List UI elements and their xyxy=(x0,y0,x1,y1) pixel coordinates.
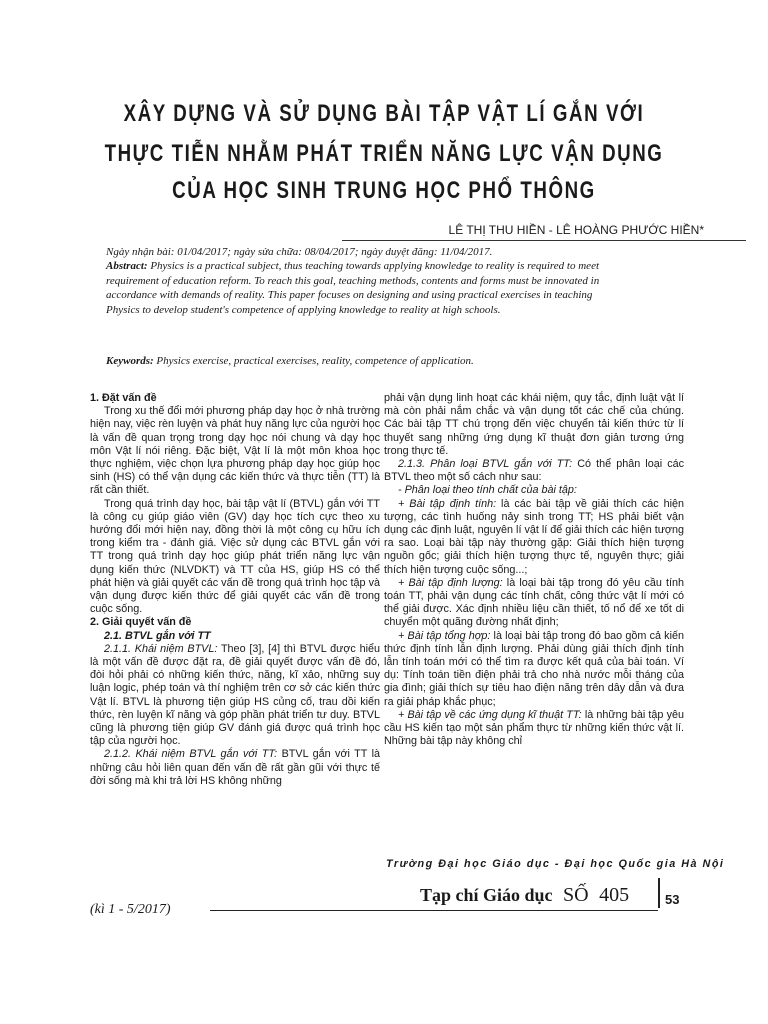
title-divider xyxy=(342,240,746,241)
section-heading-1: 1. Đặt vấn đề xyxy=(90,392,157,404)
author-institution-footnote: Trường Đại học Giáo dục - Đại học Quốc gia Hà Nội xyxy=(386,858,725,870)
paragraph xyxy=(90,643,380,749)
abstract-label: Abstract: xyxy=(106,260,148,272)
list-item xyxy=(384,498,684,577)
article-title-line-2: THỰC TIỄN NHẰM PHÁT TRIỂN NĂNG LỰC VẬN DỤNG xyxy=(104,140,664,167)
paragraph xyxy=(384,458,684,484)
keywords xyxy=(106,354,626,369)
issue-date: (kì 1 - 5/2017) xyxy=(90,902,171,917)
definition-label: 2.1.2. Khái niệm BTVL gắn với TT: xyxy=(104,748,278,761)
section-heading-2: 2. Giải quyết vấn đề xyxy=(90,616,192,629)
article-title-line-3: CỦA HỌC SINH TRUNG HỌC PHỔ THÔNG xyxy=(172,177,596,204)
page-number: 53 xyxy=(665,892,680,907)
paragraph: Trong quá trình dạy học, bài tập vật lí (BTVL) gắn với TT là công cụ giúp giáo viên (GV) dạy học tích cực theo xu hướng đổi mới hiện nay, đồng thời là một công cụ hữu ích trong kiểm tra - đánh giá. Việc sử dụng các BTVL gắn với TT trong quá trình dạy học giúp phát triển năng lực vận dụng kiến thức (NLVDKT) và TT của HS, giúp HS có thể phát hiện và giải quyết các vấn đề trong quá trình học tập và vận dụng được kiến thức để giải quyết các vấn đề trong cuộc sống. xyxy=(90,497,380,616)
issue-number: 405 xyxy=(599,884,630,906)
keywords-text: Physics exercise, practical exercises, reality, competence of application. xyxy=(156,355,474,367)
classification-heading: - Phân loại theo tính chất của bài tập: xyxy=(398,484,577,497)
right-column xyxy=(384,392,684,748)
subsection-heading-2-1-3: 2.1.3. Phân loại BTVL gắn với TT: xyxy=(398,458,573,471)
authors: LÊ THỊ THU HIỀN - LÊ HOÀNG PHƯỚC HIỀN* xyxy=(448,223,704,237)
item-label: + Bài tập về các ứng dụng kĩ thuật TT: xyxy=(398,708,582,721)
item-label: + Bài tập định tính: xyxy=(398,497,497,510)
item-label: + Bài tập tổng hợp: xyxy=(398,629,491,642)
abstract xyxy=(106,259,626,317)
left-column xyxy=(90,392,380,788)
item-label: + Bài tập định lượng: xyxy=(398,576,503,589)
definition-label: 2.1.1. Khái niệm BTVL: xyxy=(104,642,218,655)
item-text: là những bài tập yêu cầu HS kiến tạo một sản phẩm thực từ những kiến thức vật lí. Những bài tập này không chỉ xyxy=(384,708,684,748)
list-item xyxy=(384,709,684,749)
footer-rule xyxy=(210,910,658,911)
list-item xyxy=(384,577,684,630)
definition-text: BTVL gắn với TT là những câu hỏi liên quan đến vấn đề rất gần gũi với thực tế đời sống mà khi trả lời HS không những xyxy=(90,748,380,787)
paragraph: phải vận dụng linh hoạt các khái niệm, quy tắc, định luật vật lí mà còn phải nắm chắc và vận dụng tốt các chế của chúng. Các bài tập TT chú trọng đến việc chuyển tải kiến thức từ lí thuyết sang những ứng dụng kĩ thuật đơn giản tương ứng trong thực tế. xyxy=(384,392,684,457)
submission-dates: Ngày nhận bài: 01/04/2017; ngày sửa chữa: 08/04/2017; ngày duyệt đăng: 11/04/2017. xyxy=(106,246,493,258)
paragraph: Trong xu thế đổi mới phương pháp dạy học ở nhà trường hiện nay, việc rèn luyện và phát huy năng lực của người học là vấn đề quan trọng trong dạy học nói chung và dạy học môn Vật lí nói riêng. Đặc biệt, Vật lí là một môn khoa học thực nghiệm, việc chọn lựa phương pháp dạy học giúp học sinh (HS) có thể vận dụng các kiến thức và thực tiễn (TT) là rất cần thiết. xyxy=(90,405,380,497)
paragraph xyxy=(90,748,380,788)
list-item xyxy=(384,630,684,709)
definition-text: Theo [3], [4] thì BTVL được hiểu là một vấn đề được đặt ra, đề giải quyết được vấn đề đó, đòi hỏi phải có những kiến thức, năng, kĩ xảo, những suy luận logic, phép toán và thí nghiệm trên cơ sở các kiến thức Vật lí. BTVL là phương tiện giúp HS củng cố, trau dồi kiến thức, rèn luyện kĩ năng và góp phần phát triển tư duy. BTVL cũng là phương tiện giúp GV đánh giá được quá trình học tập của người học. xyxy=(90,642,380,748)
subsection-heading-2-1: 2.1. BTVL gắn với TT xyxy=(104,629,211,642)
footer-divider xyxy=(658,878,660,908)
journal-name xyxy=(420,884,629,907)
abstract-text: Physics is a practical subject, thus teaching towards applying knowledge to reality is required to meet requirement of education reform. To reach this goal, teaching methods, contents and forms must be innovated in accordance with demands of reality. This paper focuses on designing and using practical exercises in teaching Physics to develop student's competence of applying knowledge to reality at high schools. xyxy=(106,260,600,316)
paragraph-text: Có thể phân loại các BTVL theo một số cách như sau: xyxy=(384,458,684,484)
journal-title: Tạp chí Giáo dục xyxy=(420,885,553,905)
item-text: là loại bài tập trong đó yêu cầu tính toán TT, phải vận dụng các tính chất, công thức vật lí mới có thể giải được. Xác định nhiều liệu cần thiết, tố nổ để xe tốt di chuyển một quãng đường nhất định; xyxy=(384,576,684,629)
article-title-line-1: XÂY DỰNG VÀ SỬ DỤNG BÀI TẬP VẬT LÍ GẮN VỚI xyxy=(123,100,645,127)
item-text: là loại bài tập trong đó bao gồm cả kiến thức định tính lẫn định lượng. Phải dùng giải thích định tính lẫn tính toán mới có thể tìm ra được kết quả của bài toán. Ví dụ: Tính toán tiền điện phải trả cho nhà nước mỗi tháng của gia đình; giải thích sự tiêu hao điện năng trên dây dẫn và đưa ra giải pháp khắc phục; xyxy=(384,629,684,708)
keywords-label: Keywords: xyxy=(106,355,154,367)
issue-so: SỐ xyxy=(563,884,589,906)
item-text: là các bài tập về giải thích các hiện tượng, các tình huống nảy sinh trong TT; HS phải biết vận dụng các định luật, nguyên lí vật lí để giải thích các hiện tượng ra sao. Loại bài tập này thường gặp: Giải thích hiện tượng nguồn gốc; giải thích hiện tượng thực tế, nguyên thực; giải thích hiện tượng cuộc sống...; xyxy=(384,497,685,576)
